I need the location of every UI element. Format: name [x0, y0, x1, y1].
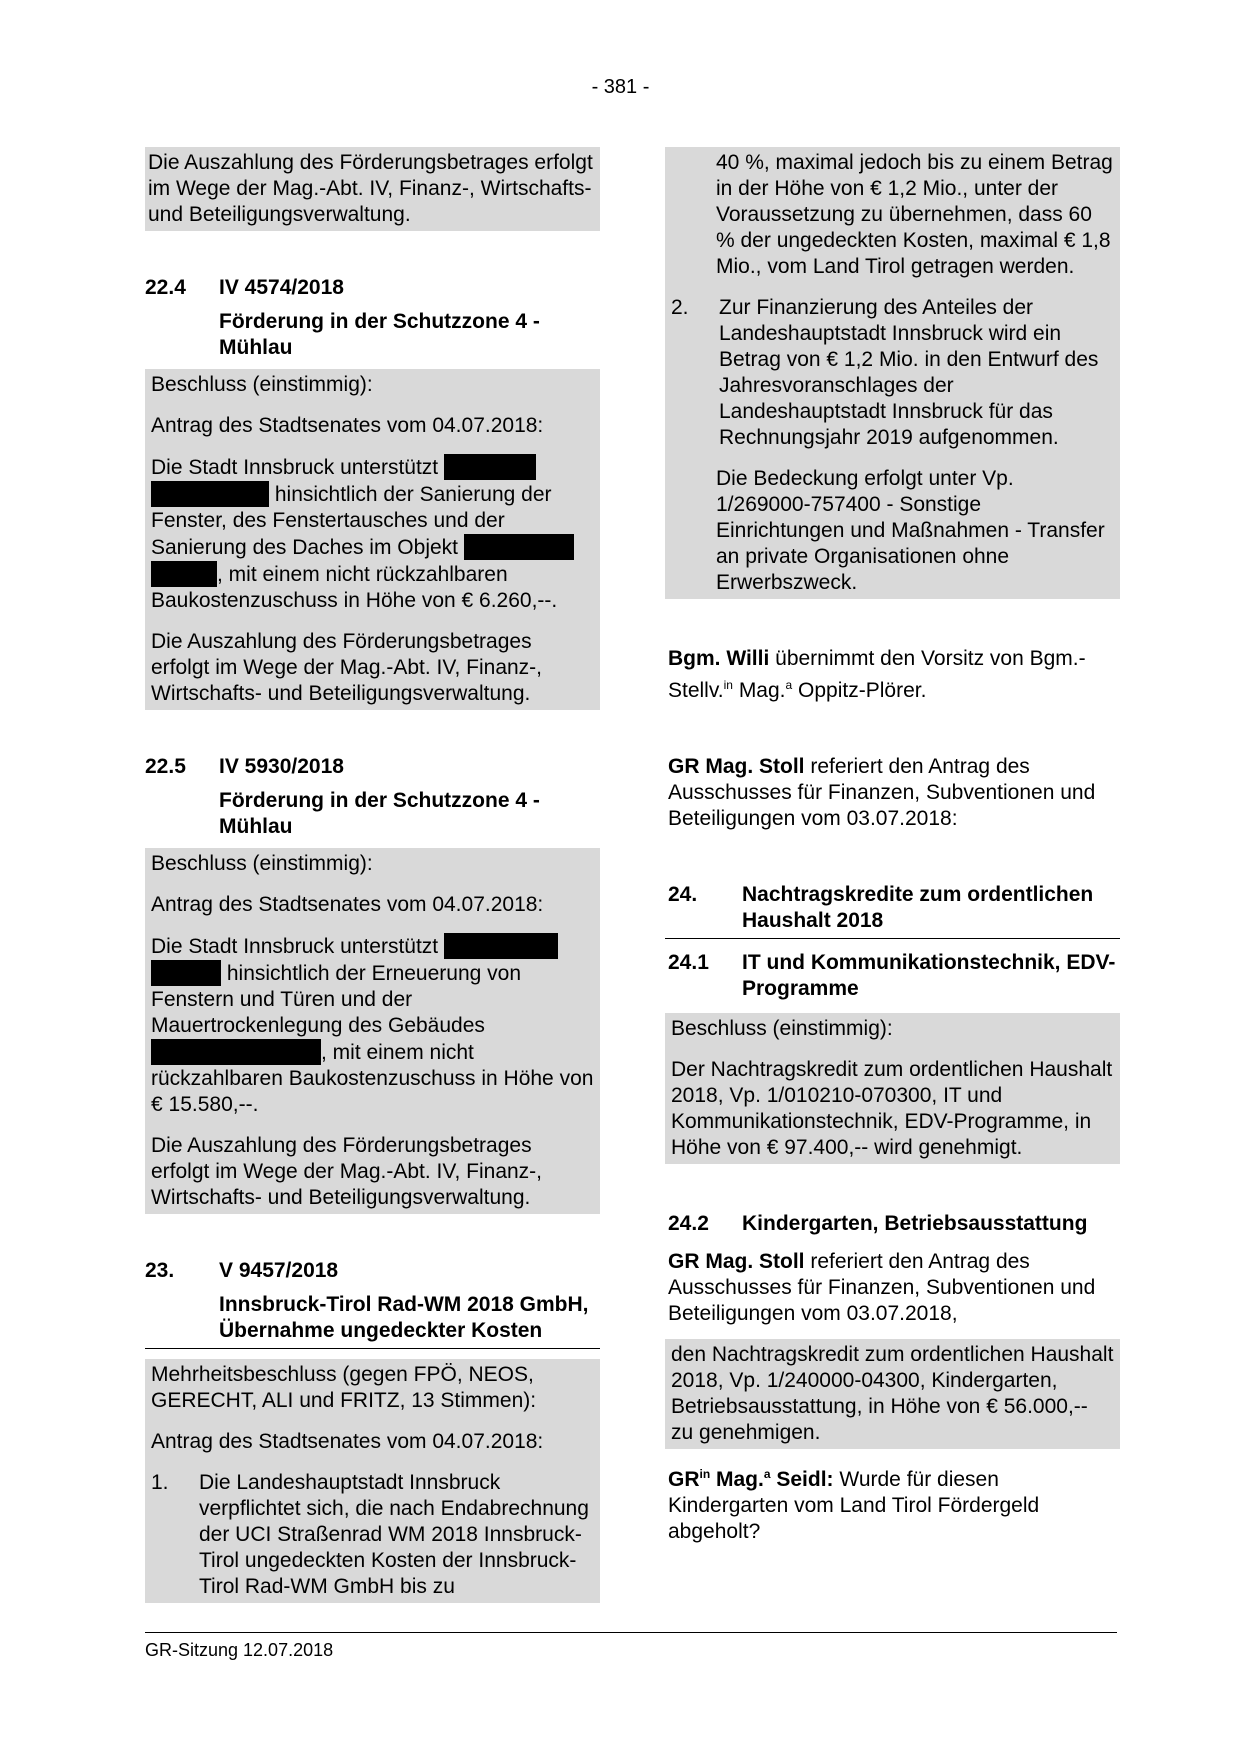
- list-item: 2. Zur Finanzierung des Anteiles der Landeshauptstadt Innsbruck wird ein Betrag von € 1,2 Mio. in den Entwurf des Jahresvoranschlages der Landeshauptstadt Innsbruck für das Rechnungsjahr 2019 aufgenommen.: [671, 296, 1099, 449]
- redaction: [444, 933, 558, 959]
- list-item: 1. Die Landeshauptstadt Innsbruck verpflichtet sich, die nach Endabrechnung der UCI Straßenrad WM 2018 Innsbruck-Tirol ungedeckten Kosten der Innsbruck-Tirol Rad-WM GmbH bis zu: [151, 1471, 589, 1598]
- chair-change-note: Bgm. Willi übernimmt den Vorsitz von Bgm.-Stellv.$^{in}$ Mag.$^a$ Oppitz-Plörer.: [668, 647, 1086, 702]
- footer-rule: [145, 1632, 1117, 1633]
- redaction: [151, 1039, 321, 1065]
- section-24-2-body: den Nachtragskredit zum ordentlichen Haushalt 2018, Vp. 1/240000-04300, Kindergarten, Betriebsausstattung, in Höhe von € 56.000,-- zu genehmigen.: [665, 1339, 1120, 1449]
- left-column: [145, 147, 600, 1603]
- right-column: [665, 147, 1120, 1548]
- section-24-1-heading: 24.1 IT und Kommunikationstechnik, EDV-Programme: [668, 951, 1116, 1000]
- section-22-4-body: Beschluss (einstimmig): Antrag des Stadtsenates vom 04.07.2018: Die Stadt Innsbruck unterstützt hinsichtlich der Sanierung der Fenster, des Fenstertausches und der Sanierung des Daches im Objekt , mit einem nicht rückzahlbaren Baukostenzuschuss in Höhe von € 6.260,--. Die Auszahlung des Förderungsbetrages erfolgt im Wege der Mag.-Abt. IV, Finanz-, Wirtschafts- und Beteiligungsverwaltung.: [145, 369, 600, 710]
- seidl-question: $GR^{in}$ Mag.$^a$ Seidl: Wurde für diesen Kindergarten vom Land Tirol Fördergeld abgeholt?: [668, 1467, 1040, 1543]
- section-23-continued: 40 %, maximal jedoch bis zu einem Betrag in der Höhe von € 1,2 Mio., unter der Voraussetzung zu übernehmen, dass 60 % der ungedeckten Kosten, maximal € 1,8 Mio., vom Land Tirol getragen werden. 2. Zur Finanzierung des Anteiles der Landeshauptstadt Innsbruck wird ein Betrag von € 1,2 Mio. in den Entwurf des Jahresvoranschlages der Landeshauptstadt Innsbruck für das Rechnungsjahr 2019 aufgenommen. Die Bedeckung erfolgt unter Vp. 1/269000-757400 - Sonstige Einrichtungen und Maßnahmen - Transfer an private Organisationen ohne Erwerbszweck.: [665, 147, 1120, 599]
- section-23-heading: 23. V 9457/2018: [145, 1259, 339, 1282]
- redaction: [151, 481, 269, 507]
- section-24-2-heading: 24.2 Kindergarten, Betriebsausstattung: [668, 1212, 1088, 1235]
- section-24-1-body: Beschluss (einstimmig): Der Nachtragskredit zum ordentlichen Haushalt 2018, Vp. 1/010210-070300, IT und Kommunikationstechnik, EDV-Programme, in Höhe von € 97.400,-- wird genehmigt.: [665, 1013, 1120, 1164]
- footer: GR-Sitzung 12.07.2018: [145, 1640, 334, 1660]
- redaction: [464, 534, 574, 560]
- section-22-4-heading: 22.4 IV 4574/2018: [145, 276, 344, 299]
- stoll-report-2: GR Mag. Stoll referiert den Antrag des Ausschusses für Finanzen, Subventionen und Beteiligungen vom 03.07.2018,: [668, 1250, 1096, 1325]
- section-23-title: Innsbruck-Tirol Rad-WM 2018 GmbH, Übernahme ungedeckter Kosten: [145, 1292, 600, 1349]
- section-22-5-heading: 22.5 IV 5930/2018: [145, 755, 344, 778]
- section-23-body: Mehrheitsbeschluss (gegen FPÖ, NEOS, GERECHT, ALI und FRITZ, 13 Stimmen): Antrag des Stadtsenates vom 04.07.2018: 1. Die Landeshauptstadt Innsbruck verpflichtet sich, die nach Endabrechnung der UCI Straßenrad WM 2018 Innsbruck-Tirol ungedeckten Kosten der Innsbruck-Tirol Rad-WM GmbH bis zu: [145, 1359, 600, 1603]
- section-22-5-title: Förderung in der Schutzzone 4 - Mühlau: [219, 789, 540, 838]
- redaction: [444, 454, 536, 480]
- payout-text: Die Auszahlung des Förderungsbetrages erfolgt im Wege der Mag.-Abt. IV, Finanz-, Wirtschafts- und Beteiligungsverwaltung.: [145, 147, 600, 231]
- section-22-4-title: Förderung in der Schutzzone 4 - Mühlau: [219, 310, 540, 359]
- section-22-5-body: Beschluss (einstimmig): Antrag des Stadtsenates vom 04.07.2018: Die Stadt Innsbruck unterstützt hinsichtlich der Erneuerung von Fenstern und Türen und der Mauertrockenlegung des Gebäudes , mit einem nicht rückzahlbaren Baukostenzuschuss in Höhe von € 15.580,--. Die Auszahlung des Förderungsbetrages erfolgt im Wege der Mag.-Abt. IV, Finanz-, Wirtschafts- und Beteiligungsverwaltung.: [145, 848, 600, 1214]
- page-number: - 381 -: [591, 76, 650, 98]
- stoll-report: GR Mag. Stoll referiert den Antrag des Ausschusses für Finanzen, Subventionen und Beteiligungen vom 03.07.2018:: [668, 755, 1096, 830]
- redaction: [151, 561, 217, 587]
- redaction: [151, 960, 221, 986]
- section-24-heading: 24. Nachtragskredite zum ordentlichen Haushalt 2018: [665, 879, 1120, 939]
